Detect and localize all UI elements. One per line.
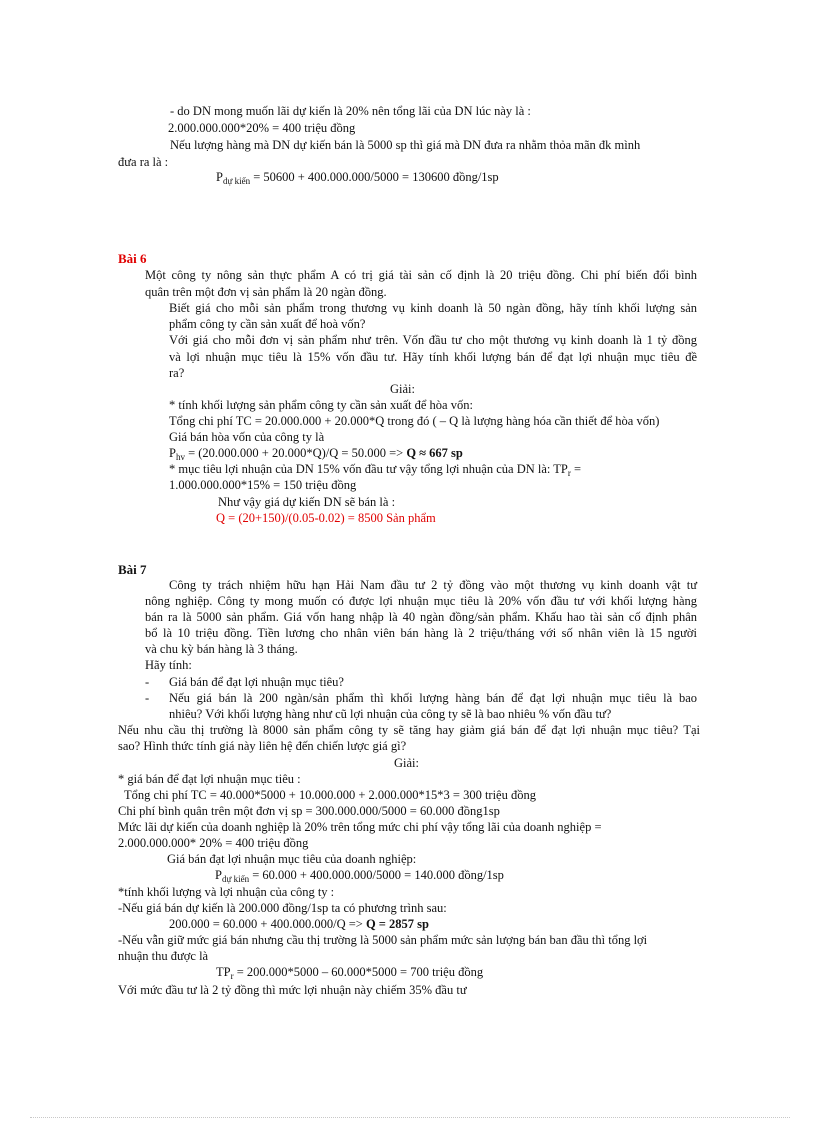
bai7-title: Bài 7: [118, 562, 147, 577]
bai6-paragraph-3a: Với giá cho mỗi đơn vị sản phẩm như trên. Vốn đầu tư cho một thương vụ kinh doanh là 1 tỷ đồng: [169, 333, 697, 347]
bai7-solution-line-1: * giá bán để đạt lợi nhuận mục tiêu :: [118, 772, 301, 786]
bai7-solution-line-9: -Nếu giá bán dự kiến là 200.000 đồng/1sp ta có phương trình sau:: [118, 901, 447, 915]
bai6-solution-line-3: Giá bán hòa vốn của công ty là: [169, 430, 325, 444]
bai7-solution-line-8: *tính khối lượng và lợi nhuận của công ty :: [118, 885, 335, 899]
bai7-bullet-2-dash: -: [145, 691, 150, 705]
bai7-paragraph-1b: nông nghiệp. Công ty mong muốn có được lợi nhuận mục tiêu là 20% vốn đầu tư với khối lượng hàng: [145, 594, 697, 608]
bai7-paragraph-1a: Công ty trách nhiệm hữu hạn Hải Nam đầu tư 2 tỷ đồng vào một thương vụ kinh doanh vật tư: [169, 578, 697, 592]
bai6-solution-line-1: * tính khối lượng sản phẩm công ty cần sản xuất để hòa vốn:: [169, 398, 473, 412]
bai7-volume-formula: 200.000 = 60.000 + 400.000.000/Q => Q = 2857 sp: [169, 917, 429, 931]
bai7-solution-line-3: Chi phí bình quân trên một đơn vị sp = 300.000.000/5000 = 60.000 đồng1sp: [118, 804, 500, 818]
bai7-question-3a: Nếu nhu cầu thị trường là 8000 sản phẩm công ty sẽ tăng hay giảm giá bán để đạt lợi nhuận mục tiêu? Tại: [118, 723, 700, 737]
bai6-solution-line-5: * mục tiêu lợi nhuận của DN 15% vốn đầu tư vậy tổng lợi nhuận của DN là: $TP_r$ =: [169, 462, 582, 478]
bai6-paragraph-3b: và lợi nhuận mục tiêu là 15% vốn đầu tư. Hãy tính khối lượng bán để đạt lợi nhuận mục tiêu đề: [169, 350, 697, 364]
bai6-paragraph-1b: quân trên một đơn vị sản phẩm là 20 ngàn đồng.: [145, 285, 387, 299]
bai7-solution-line-2: Tổng chi phí TC = 40.000*5000 + 10.000.000 + 2.000.000*15*3 = 300 triệu đồng: [124, 788, 536, 802]
bai7-paragraph-1e: và chu kỳ bán hàng là 3 tháng.: [145, 642, 298, 656]
bai7-price-formula: $P_{dự kiến} = 60.000 + 400.000.000/5000 = 140.000$ đồng/1sp: [215, 868, 504, 884]
bai6-title: Bài 6: [118, 251, 147, 266]
bai7-bullet-1-dash: -: [145, 675, 150, 689]
bai6-solution-heading: Giải:: [390, 382, 415, 396]
bai6-paragraph-1a: Một công ty nông sản thực phẩm A có trị giá tài sản cố định là 20 triệu đồng. Chi phí biến đổi bình: [145, 268, 697, 282]
bai7-bullet-1: Giá bán để đạt lợi nhuận mục tiêu?: [169, 675, 344, 689]
bai7-solution-heading: Giải:: [394, 756, 419, 770]
bai7-solution-line-11: -Nếu vẫn giữ mức giá bán nhưng cầu thị trường là 5000 sản phẩm mức sản lượng bán ban đầu thì tổng lợi: [118, 933, 648, 947]
bai6-solution-result: Q = (20+150)/(0.05-0.02) = 8500 Sản phẩm: [216, 511, 436, 525]
bai6-solution-line-2: Tổng chi phí TC = 20.000.000 + 20.000*Q trong đó ( – Q là lượng hàng hóa cần thiết để hòa vốn): [169, 414, 660, 428]
bai6-solution-line-6: 1.000.000.000*15% = 150 triệu đồng: [169, 478, 357, 492]
bai7-bullet-2a: Nếu giá bán là 200 ngàn/sản phẩm thì khối lượng hàng bán để đạt lợi nhuận mục tiêu là bao: [169, 691, 697, 705]
bai7-paragraph-1d: bổ là 10 triệu đồng. Tiền lương cho nhân viên bán hàng là 2 triệu/tháng với số nhân viên là 15 người: [145, 626, 697, 640]
bai7-solution-line-4: Mức lãi dự kiến của doanh nghiệp là 20% trên tổng mức chi phí vậy tổng lãi của doanh nghiệp =: [118, 820, 602, 834]
bai7-bullet-2b: nhiêu? Với khối lượng hàng như cũ lợi nhuận của công ty sẽ là bao nhiêu % vốn đầu tư?: [169, 707, 612, 721]
bai7-solution-line-5: 2.000.000.000* 20% = 400 triệu đồng: [118, 836, 309, 850]
bai7-solution-line-12: nhuận thu được là: [118, 949, 209, 963]
bai7-solution-conclusion: Với mức đầu tư là 2 tỷ đồng thì mức lợi nhuận này chiếm 35% đầu tư: [118, 983, 467, 997]
intro-line-3: Nếu lượng hàng mà DN dự kiến bán là 5000 sp thì giá mà DN đưa ra nhằm thỏa mãn đk mình: [170, 138, 641, 152]
bai7-task-heading: Hãy tính:: [145, 658, 192, 672]
bai6-solution-line-7: Như vậy giá dự kiến DN sẽ bán là :: [218, 495, 396, 509]
intro-line-4: đưa ra là :: [118, 155, 169, 169]
page-bottom-rule: [30, 1117, 790, 1118]
intro-line-2: 2.000.000.000*20% = 400 triệu đồng: [168, 121, 356, 135]
bai7-paragraph-1c: bán ra là 5000 sản phẩm. Giá vốn hang nhập là 40 ngàn đồng/sản phẩm. Khấu hao tài sản cố định phân: [145, 610, 697, 624]
bai7-question-3b: sao? Hình thức tính giá này liên hệ đến chiến lược giá gì?: [118, 739, 407, 753]
bai6-paragraph-2a: Biết giá cho mỗi sản phẩm trong thương vụ kinh doanh là 50 ngàn đồng, hãy tính khối lượng sản: [169, 301, 697, 315]
bai6-paragraph-2b: phẩm công ty cần sản xuất để hoà vốn?: [169, 317, 366, 331]
bai7-solution-line-6: Giá bán đạt lợi nhuận mục tiêu của doanh nghiệp:: [167, 852, 417, 866]
bai6-breakeven-formula: $P_{hv} = (20.000.000 + 20.000*Q)/Q = 50.000 => Q \approx 667$ sp: [169, 446, 463, 462]
intro-price-formula: $P_{dự kiến} = 50600 + 400.000.000/5000 = 130600$ đồng/1sp: [216, 170, 499, 186]
intro-line-1: - do DN mong muốn lãi dự kiến là 20% nên tổng lãi của DN lúc này là :: [170, 104, 531, 118]
bai7-profit-formula: $TP_r = 200.000*5000 - 60.000*5000 = 700$ triệu đồng: [216, 965, 484, 981]
bai6-paragraph-3c: ra?: [169, 366, 185, 380]
